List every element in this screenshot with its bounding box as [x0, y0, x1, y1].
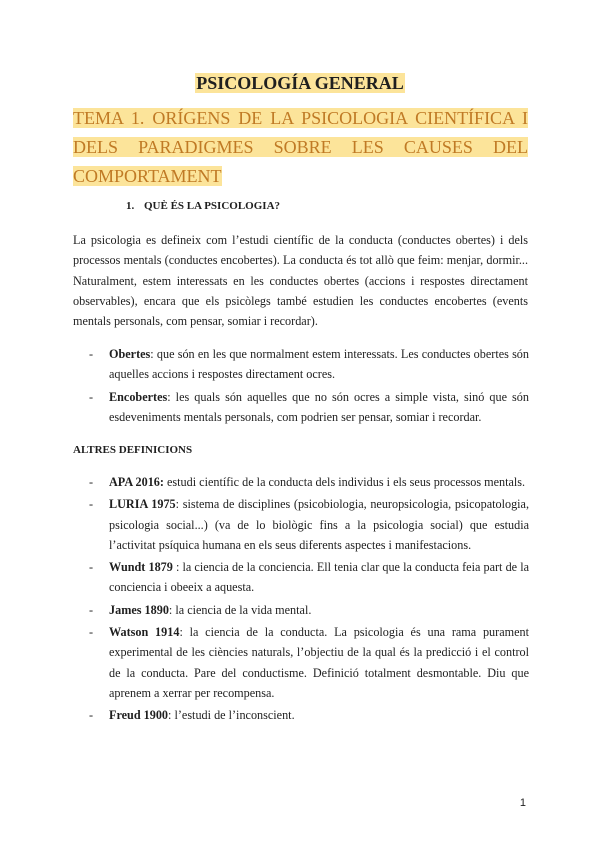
bullet-dash: - [89, 389, 94, 404]
list-item [89, 344, 529, 385]
conduct-types-list [89, 344, 529, 429]
list-item-text: : que són en les que normalment estem interessats. Les conductes obertes són aquelles accions i respostes directament ocres. [109, 347, 529, 382]
bullet-dash: - [89, 347, 94, 361]
chapter-heading-line [73, 104, 528, 133]
definitions-list [89, 472, 529, 728]
list-item-term: APA 2016: [109, 475, 164, 489]
list-item-text: : les quals són aquelles que no són ocres a simple vista, sinó que són esdeveniments mentals personals, com podrien ser pensar, somiar i recordar. [109, 389, 529, 424]
section-heading [126, 199, 280, 213]
list-item-term: Wundt 1879 [109, 560, 173, 575]
list-item [89, 387, 529, 428]
list-item [89, 494, 529, 555]
list-item-text: estudi científic de la conducta dels individus i els seus processos mentals. [163, 475, 526, 489]
section-title: QUÈ ÉS LA PSICOLOGIA? [144, 200, 281, 212]
page-number: 1 [519, 797, 526, 809]
intro-paragraph: La psicologia es defineix com l’estudi científic de la conducta (conductes obertes) i dels processos mentals (conductes encobertes). La conducta és tot allò que feim: menjar, dormir... Naturalment, estem interessats en les conductes obertes (accions i respostes directament observables), encara que els psicòlegs també estudien les conductes encobertes (events mentals personals, com pensar, somiar i recordar). [73, 233, 528, 329]
list-item [89, 622, 529, 703]
chapter-heading-text: COMPORTAMENT [73, 166, 222, 186]
list-item-text: : sistema de disciplines (psicobiologia, neuropsicologia, psicopatologia, psicologia social...) (va de lo biològic fins a la psicologia social) que estudia l’activitat psíquica humana en els seus diferents aspectes i manifestacions. [109, 497, 529, 552]
chapter-heading-text: DELS PARADIGMES SOBRE LES CAUSES DEL [73, 137, 528, 157]
list-item-text: : la ciencia de la conducta. La psicologia és una rama purament experimental de les ciències naturals, l’objectiu de la qual és la predicció i el control de la conducta. Pare del conductisme. Definició totalment desmontable. Diu que aprenem a xerrar per recompensa. [109, 625, 529, 700]
chapter-heading-text: TEMA 1. ORÍGENS DE LA PSICOLOGIA CIENTÍFICA I [73, 108, 528, 128]
list-item [89, 472, 529, 492]
chapter-heading-line [73, 133, 528, 162]
list-item-term: Encobertes [109, 389, 168, 404]
bullet-dash: - [89, 708, 94, 723]
list-item [89, 600, 529, 620]
bullet-dash: - [89, 475, 94, 489]
page-title [0, 70, 600, 96]
bullet-dash: - [89, 602, 94, 617]
list-item-term: Freud 1900 [109, 708, 169, 723]
list-item-term: Obertes [109, 347, 151, 361]
list-item-text: : la ciencia de la vida mental. [168, 602, 312, 617]
chapter-heading-line [73, 162, 528, 191]
page-title-text: PSICOLOGÍA GENERAL [196, 73, 404, 93]
definitions-heading: ALTRES DEFINICIONS [73, 444, 193, 456]
list-item-text: : la ciencia de la conciencia. Ell tenia clar que la conducta feia part de la conciencia i obeeix a aquesta. [109, 560, 529, 595]
bullet-dash: - [89, 497, 94, 512]
list-item [89, 557, 529, 598]
list-item-term: Watson 1914 [109, 625, 180, 640]
bullet-dash: - [89, 560, 94, 575]
chapter-heading [73, 104, 528, 191]
section-number: 1. [126, 200, 135, 212]
list-item [89, 705, 529, 725]
list-item-text: : l’estudi de l’inconscient. [168, 708, 295, 723]
bullet-dash: - [89, 625, 94, 640]
list-item-term: James 1890 [109, 602, 169, 617]
list-item-term: LURIA 1975 [109, 497, 176, 512]
